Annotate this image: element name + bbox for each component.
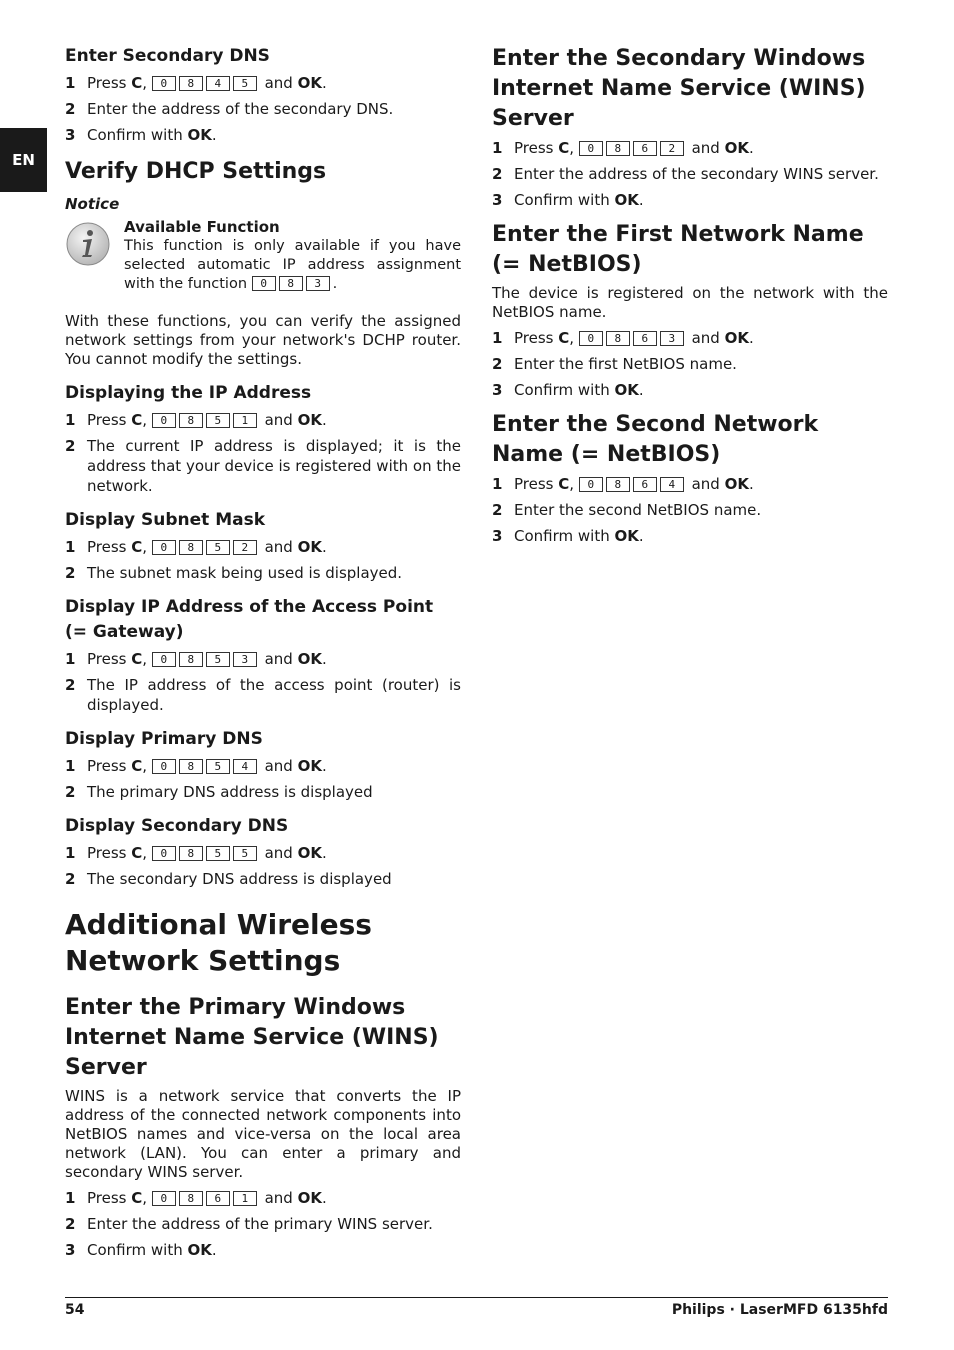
keypad-key: 1 [233,1191,257,1206]
step [65,649,461,669]
step-number: 1 [492,139,503,157]
keypad-key: 2 [660,141,684,156]
step [492,190,888,210]
heading-enter-secondary-dns: Enter Secondary DNS [65,46,270,66]
keypad-key: 8 [179,652,203,667]
keypad-key: 4 [206,76,230,91]
steps [492,328,888,400]
step [492,328,888,348]
step [65,410,461,430]
step [65,537,461,557]
step-text: The IP address of the access point (router) is displayed. [87,676,461,714]
step-number: 2 [492,501,503,519]
step [65,782,461,802]
section-gateway [65,595,461,715]
language-tab: EN [0,128,47,192]
heading-gateway: Display IP Address of the Access Point (= Gateway) [65,597,434,642]
step-text: Confirm with OK. [514,381,644,399]
step-number: 2 [65,564,76,582]
steps [65,649,461,715]
section-second-netbios [492,410,888,546]
paragraph: WINS is a network service that converts the IP address of the connected network components into NetBIOS names and vice-versa on the local area network (LAN). You can enter a primary and secondary WINS server. [65,1087,461,1181]
step-number: 1 [492,329,503,347]
keypad-key: 5 [206,540,230,555]
step [492,380,888,400]
step [492,354,888,374]
paragraph: The device is registered on the network with the NetBIOS name. [492,284,888,321]
heading-second-netbios: Enter the Second Network Name (= NetBIOS) [492,412,819,467]
step [65,675,461,715]
keypad-key: 2 [233,540,257,555]
step [65,99,461,119]
step-number: 2 [65,676,76,694]
section-secondary-wins [492,44,888,210]
keypad-key: 0 [152,846,176,861]
keypad-key: 3 [660,331,684,346]
notice-text: This function is only available if you have selected automatic IP address assignment with the function 0 8 3 . [124,238,461,292]
steps [65,73,461,145]
steps [492,138,888,210]
step-number: 1 [65,844,76,862]
section-verify-dhcp [65,157,461,369]
key-sequence [152,1188,260,1208]
step [65,73,461,93]
info-icon [65,221,111,267]
section-primary-wins [65,993,461,1260]
step [492,164,888,184]
steps [65,410,461,496]
keypad-key: 6 [633,141,657,156]
step [65,1240,461,1260]
step-text: Press C, 0 8 5 3 and OK. [87,650,327,668]
steps [65,537,461,583]
step-number: 1 [65,538,76,556]
keypad-key: 3 [306,276,330,291]
step-number: 1 [65,411,76,429]
section-secondary-dns [65,814,461,889]
footer-divider [65,1297,888,1298]
key-sequence [579,328,687,348]
page-number: 54 [65,1302,85,1318]
step-number: 2 [492,165,503,183]
steps [65,756,461,802]
notice-body [124,217,461,294]
key-sequence [152,843,260,863]
keypad-key: 5 [206,759,230,774]
key-sequence [152,410,260,430]
step [492,474,888,494]
step-text: Enter the address of the primary WINS server. [87,1215,433,1233]
key-sequence [152,756,260,776]
keypad-key: 5 [233,76,257,91]
key-sequence [579,138,687,158]
steps [492,474,888,546]
step-text: The subnet mask being used is displayed. [87,564,403,582]
keypad-key: 0 [252,276,276,291]
keypad-key: 5 [206,413,230,428]
keypad-key: 1 [233,413,257,428]
keypad-key: 5 [233,846,257,861]
keypad-key: 8 [179,759,203,774]
left-column [65,44,461,1266]
keypad-key: 8 [279,276,303,291]
heading-secondary-wins: Enter the Secondary Windows Internet Name Service (WINS) Server [492,46,866,131]
keypad-key: 0 [579,477,603,492]
heading-first-netbios: Enter the First Network Name (= NetBIOS) [492,222,864,277]
step [492,526,888,546]
step-number: 2 [65,100,76,118]
keypad-key: 8 [179,540,203,555]
step-number: 1 [65,74,76,92]
keypad-key: 8 [179,76,203,91]
notice-label: Notice [65,195,120,213]
step-text: Press C, 0 8 5 5 and OK. [87,844,327,862]
step-text: Press C, 0 8 5 1 and OK. [87,411,327,429]
keypad-key: 8 [606,331,630,346]
step-text: Enter the second NetBIOS name. [514,501,762,519]
heading-secondary-dns: Display Secondary DNS [65,816,289,836]
step-text: Press C, 0 8 6 3 and OK. [514,329,754,347]
key-sequence [252,275,333,294]
keypad-key: 4 [660,477,684,492]
key-sequence [152,537,260,557]
step [65,1214,461,1234]
step [65,843,461,863]
heading-additional-wireless: Additional Wireless Network Settings [65,908,372,977]
step-text: Press C, 0 8 6 4 and OK. [514,475,754,493]
step-text: Confirm with OK. [514,527,644,545]
step-text: The current IP address is displayed; it is the address that your device is registered with on the network. [87,437,461,495]
heading-verify-dhcp: Verify DHCP Settings [65,159,327,184]
keypad-key: 0 [579,141,603,156]
step [492,500,888,520]
step-text: Press C, 0 8 6 1 and OK. [87,1189,327,1207]
step-number: 2 [65,870,76,888]
step-number: 3 [492,191,503,209]
step-text: Confirm with OK. [87,126,217,144]
paragraph: With these functions, you can verify the assigned network settings from your network's DCHP router. You cannot modify the settings. [65,312,461,368]
keypad-key: 0 [152,540,176,555]
key-sequence [579,474,687,494]
section-primary-dns [65,727,461,802]
step [65,125,461,145]
keypad-key: 8 [179,1191,203,1206]
step-text: Press C, 0 8 5 4 and OK. [87,757,327,775]
keypad-key: 4 [233,759,257,774]
step-number: 1 [65,1189,76,1207]
notice-title: Available Function [124,218,280,236]
step-number: 2 [65,1215,76,1233]
keypad-key: 0 [152,759,176,774]
step [65,436,461,496]
step [65,1188,461,1208]
heading-ip-address: Displaying the IP Address [65,383,312,403]
heading-primary-dns: Display Primary DNS [65,729,263,749]
step [65,756,461,776]
keypad-key: 8 [179,846,203,861]
keypad-key: 8 [606,477,630,492]
step-number: 3 [492,527,503,545]
step-text: Enter the first NetBIOS name. [514,355,737,373]
step-number: 2 [492,355,503,373]
keypad-key: 6 [206,1191,230,1206]
step-number: 3 [65,126,76,144]
step [65,563,461,583]
step-text: Enter the address of the secondary DNS. [87,100,394,118]
step-number: 2 [65,783,76,801]
heading-subnet-mask: Display Subnet Mask [65,510,266,530]
key-sequence [152,73,260,93]
step-text: Press C, 0 8 5 2 and OK. [87,538,327,556]
steps [65,843,461,889]
heading-primary-wins: Enter the Primary Windows Internet Name Service (WINS) Server [65,995,439,1080]
notice-box [65,217,461,294]
keypad-key: 0 [152,652,176,667]
section-subnet-mask [65,508,461,583]
step [492,138,888,158]
steps [65,1188,461,1260]
step-number: 3 [65,1241,76,1259]
keypad-key: 5 [206,846,230,861]
section-enter-secondary-dns [65,44,461,145]
keypad-key: 0 [152,76,176,91]
step-number: 1 [65,757,76,775]
step-text: Confirm with OK. [514,191,644,209]
key-sequence [152,649,260,669]
section-first-netbios [492,220,888,400]
step-text: The primary DNS address is displayed [87,783,373,801]
keypad-key: 8 [179,413,203,428]
step-number: 1 [492,475,503,493]
footer-brand: Philips · LaserMFD 6135hfd [671,1302,888,1318]
keypad-key: 6 [633,477,657,492]
keypad-key: 6 [633,331,657,346]
keypad-key: 5 [206,652,230,667]
step-number: 1 [65,650,76,668]
keypad-key: 0 [152,413,176,428]
step-text: Press C, 0 8 6 2 and OK. [514,139,754,157]
keypad-key: 0 [579,331,603,346]
section-ip-address [65,381,461,496]
step-text: Enter the address of the secondary WINS server. [514,165,879,183]
step-text: The secondary DNS address is displayed [87,870,392,888]
step-text: Press C, 0 8 4 5 and OK. [87,74,327,92]
step-number: 3 [492,381,503,399]
keypad-key: 3 [233,652,257,667]
keypad-key: 8 [606,141,630,156]
keypad-key: 0 [152,1191,176,1206]
step [65,869,461,889]
step-text: Confirm with OK. [87,1241,217,1259]
right-column [492,44,888,552]
step-number: 2 [65,437,76,455]
